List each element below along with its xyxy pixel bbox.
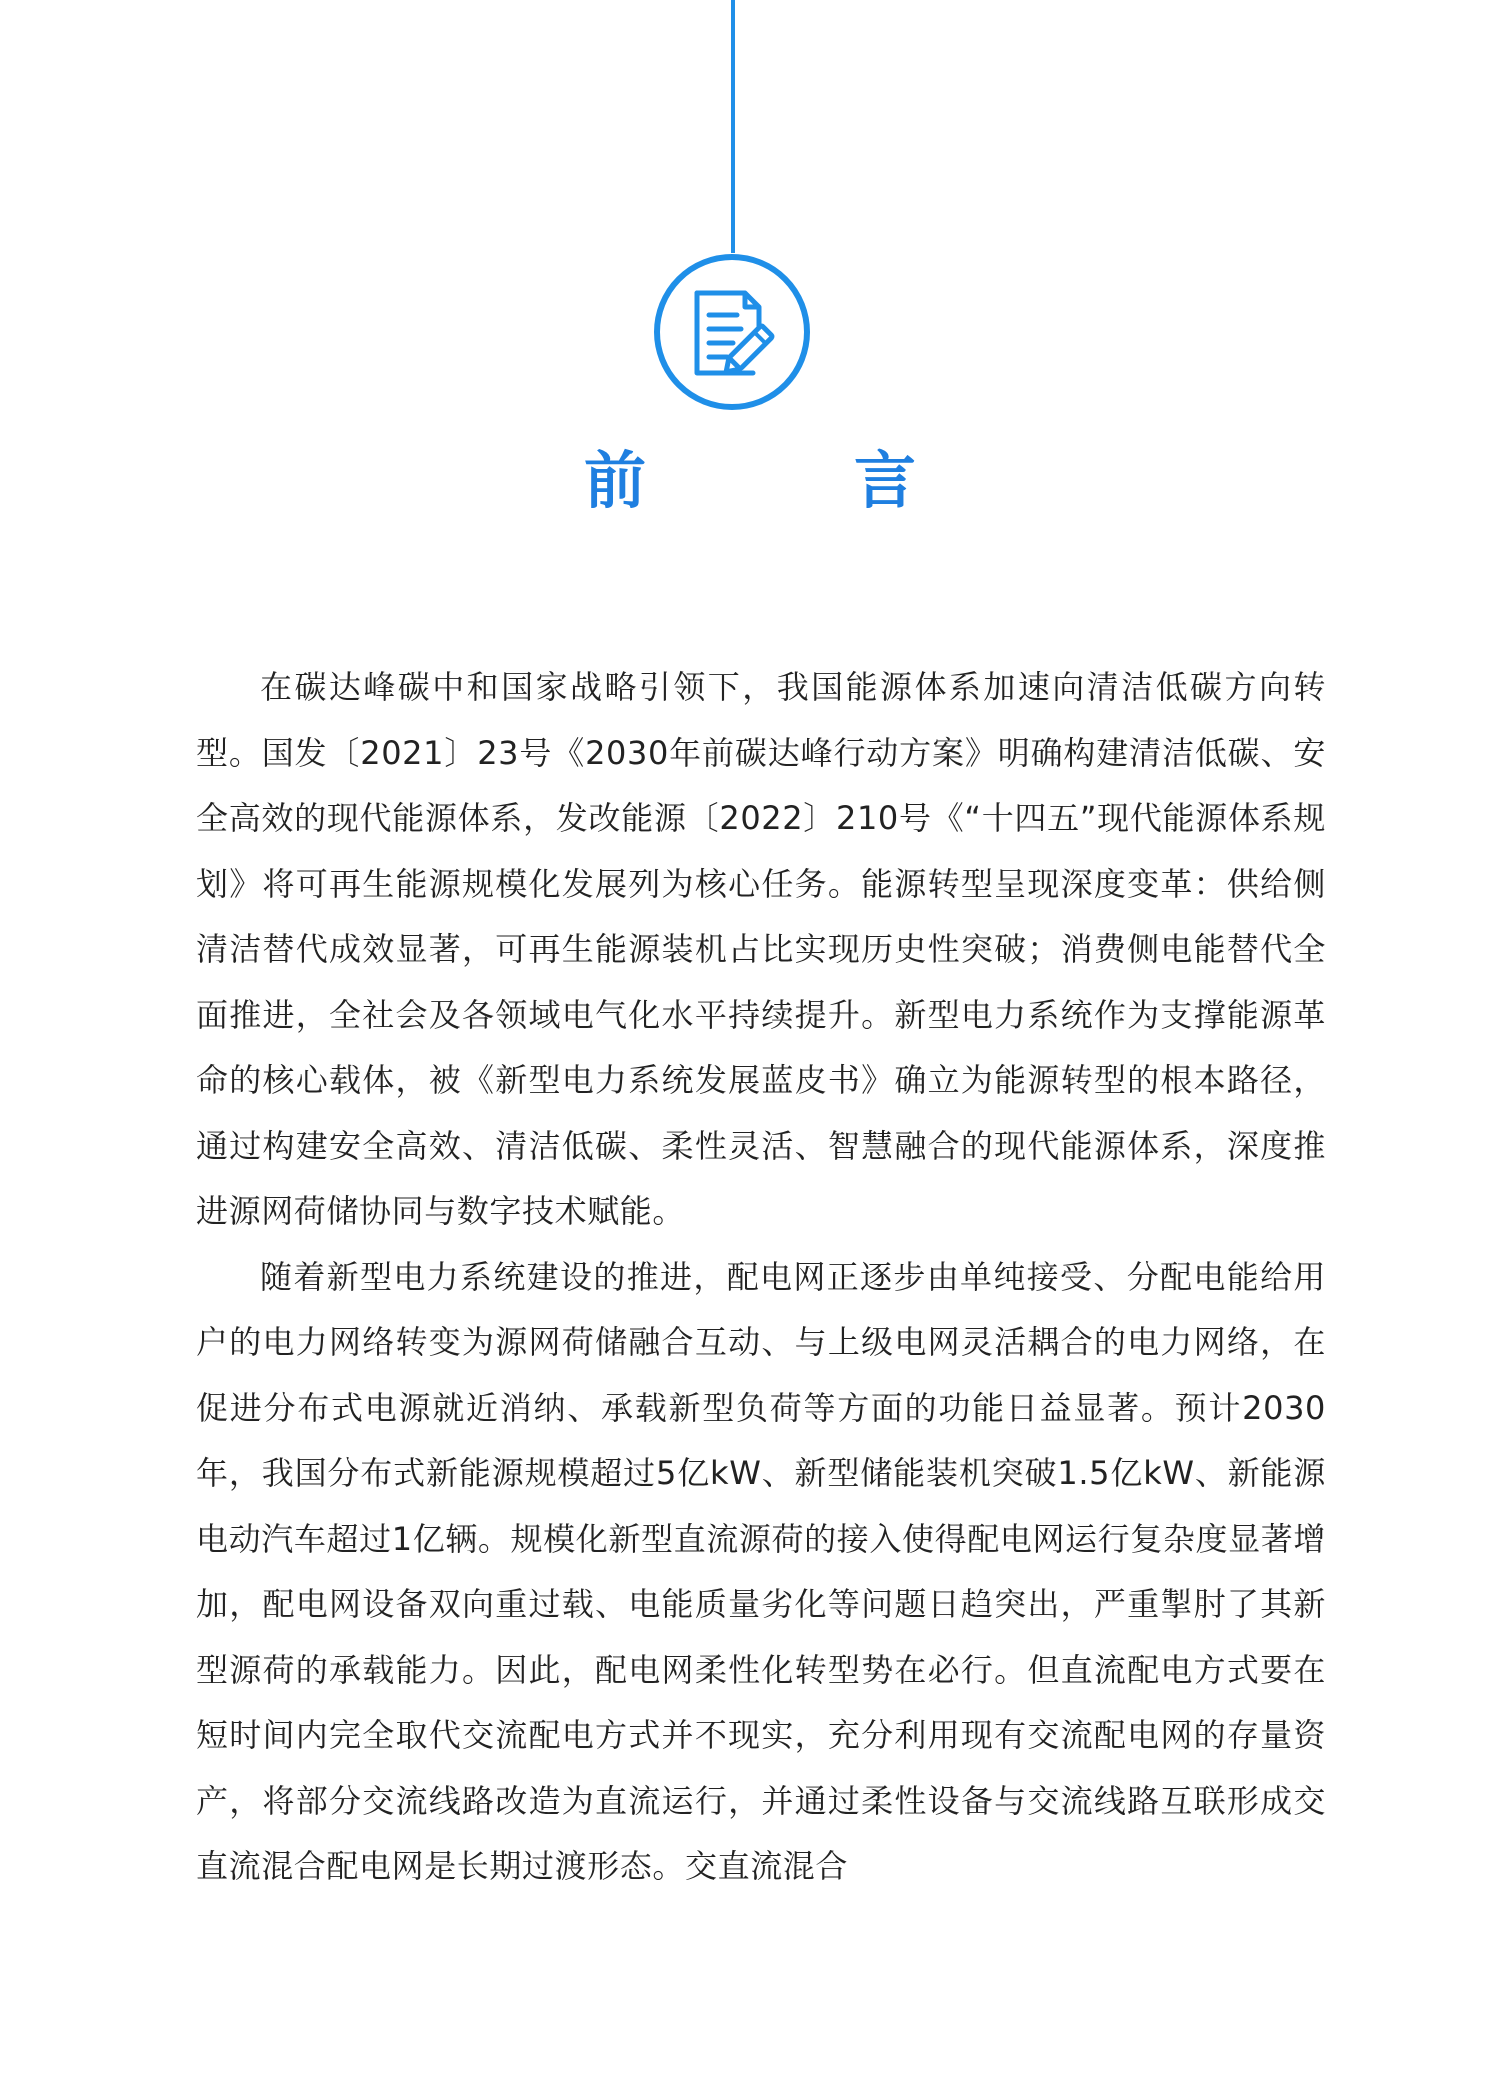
body-text bbox=[196, 655, 1326, 1900]
document-pen-icon bbox=[653, 253, 811, 411]
hanging-line bbox=[731, 0, 735, 253]
paragraph: 随着新型电力系统建设的推进，配电网正逐步由单纯接受、分配电能给用户的电力网络转变为源网荷储融合互动、与上级电网灵活耦合的电力网络，在促进分布式电源就近消纳、承载新型负荷等方面的功能日益显著。预计2030年，我国分布式新能源规模超过5亿kW、新型储能装机突破1.5亿kW、新能源电动汽车超过1亿辆。规模化新型直流源荷的接入使得配电网运行复杂度显著增加，配电网设备双向重过载、电能质量劣化等问题日趋突出，严重掣肘了其新型源荷的承载能力。因此，配电网柔性化转型势在必行。但直流配电方式要在短时间内完全取代交流配电方式并不现实，充分利用现有交流配电网的存量资产，将部分交流线路改造为直流运行，并通过柔性设备与交流线路互联形成交直流混合配电网是长期过渡形态。交直流混合 bbox=[196, 1257, 1326, 1885]
title-char-2: 言 bbox=[853, 443, 916, 517]
title-char-1: 前 bbox=[583, 443, 646, 517]
page-title bbox=[560, 430, 940, 520]
paragraph: 在碳达峰碳中和国家战略引领下，我国能源体系加速向清洁低碳方向转型。国发〔2021〕23号《2030年前碳达峰行动方案》明确构建清洁低碳、安全高效的现代能源体系，发改能源〔2022〕210号《“十四五”现代能源体系规划》将可再生能源规模化发展列为核心任务。能源转型呈现深度变革：供给侧清洁替代成效显著，可再生能源装机占比实现历史性突破；消费侧电能替代全面推进，全社会及各领域电气化水平持续提升。新型电力系统作为支撑能源革命的核心载体，被《新型电力系统发展蓝皮书》确立为能源转型的根本路径，通过构建安全高效、清洁低碳、柔性灵活、智慧融合的现代能源体系，深度推进源网荷储协同与数字技术赋能。 bbox=[196, 668, 1326, 1230]
